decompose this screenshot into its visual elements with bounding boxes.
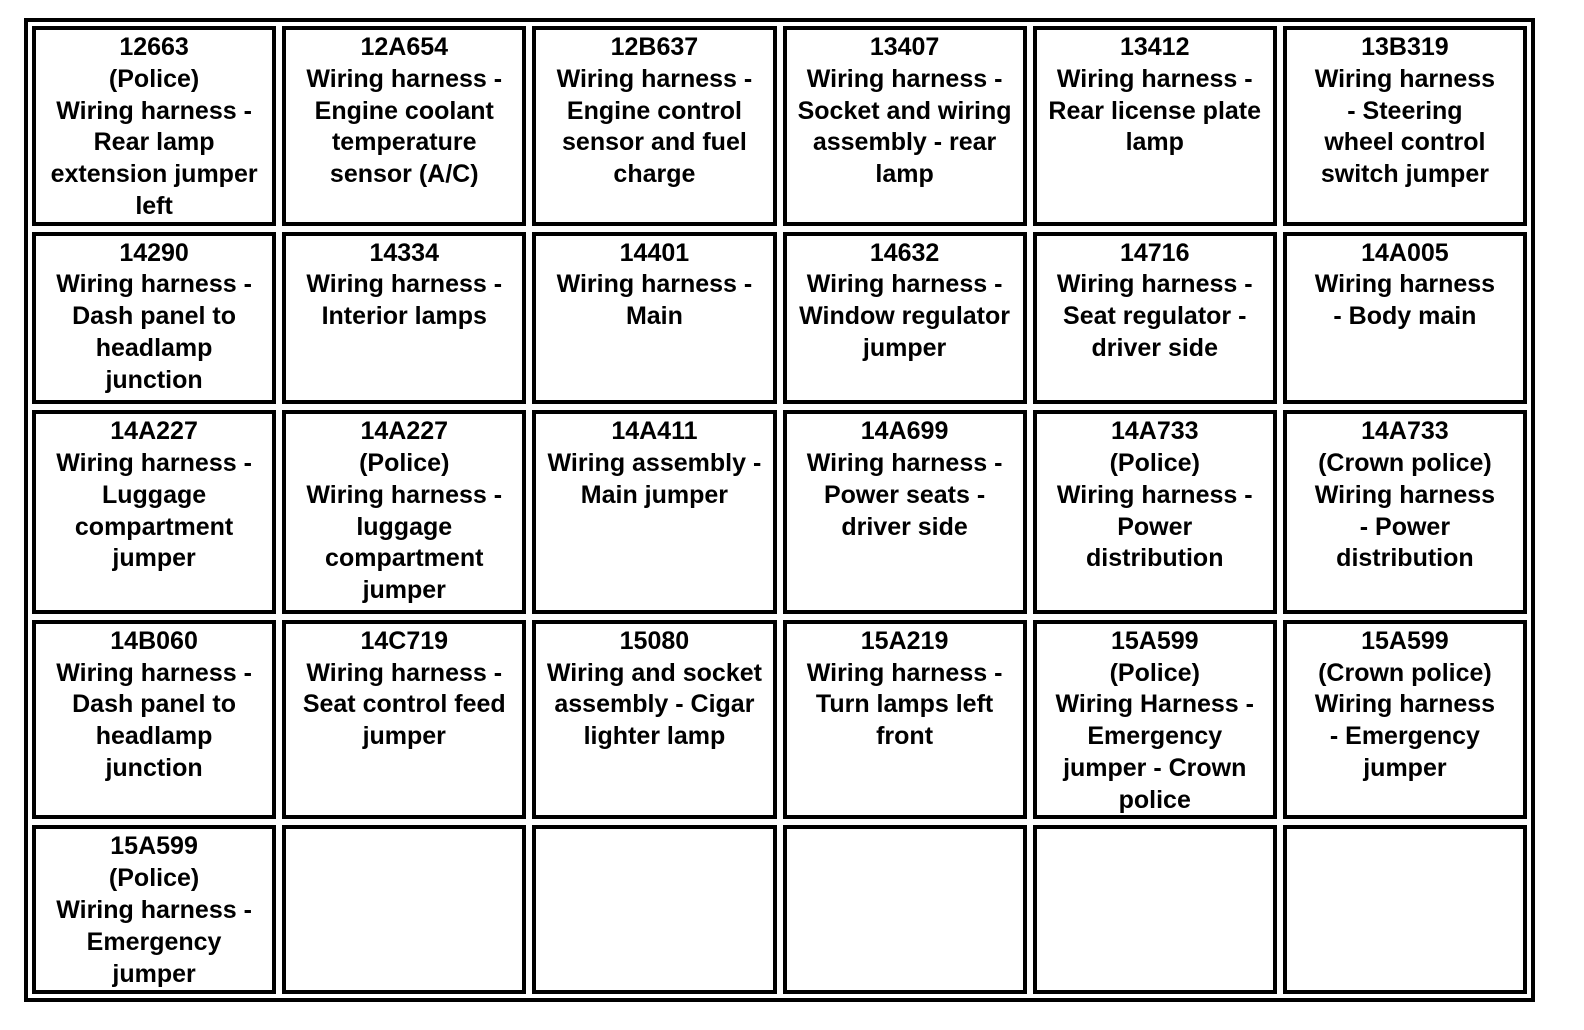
cell-text-line: Window regulator — [799, 302, 1011, 331]
table-cell — [532, 26, 776, 226]
table-cell — [1283, 620, 1527, 820]
empty-cell — [1033, 825, 1277, 994]
table-cell — [783, 410, 1027, 614]
part-number: 13412 — [1119, 33, 1190, 61]
table-cell — [783, 232, 1027, 405]
empty-cell — [282, 825, 526, 994]
cell-text-line: headlamp — [95, 722, 213, 751]
empty-cell — [783, 825, 1027, 994]
cell-text-line: Main jumper — [580, 480, 729, 509]
table-cell — [783, 620, 1027, 820]
table-cell — [282, 26, 526, 226]
table-cell — [1033, 232, 1277, 405]
cell-text-line: driver side — [1091, 333, 1218, 362]
cell-text-line: compartment — [74, 512, 234, 541]
cell-text-line: Wiring and socket — [546, 658, 762, 687]
cell-text-line: Main — [625, 302, 683, 331]
cell-text-line: Wiring harness - — [306, 480, 503, 509]
part-number: 14A227 — [110, 417, 198, 446]
component-grid — [32, 26, 1527, 994]
cell-text-line: police — [1118, 785, 1191, 814]
table-cell — [1033, 620, 1277, 820]
cell-text-line: Wiring harness - — [556, 64, 753, 93]
table-cell — [1033, 410, 1277, 614]
cell-text-line: headlamp — [95, 333, 213, 362]
part-number: 14A005 — [1361, 238, 1449, 267]
table-cell — [32, 232, 276, 405]
table-cell — [532, 620, 776, 820]
part-number: 14A733 — [1110, 417, 1199, 446]
cell-text-line: assembly - Cigar — [554, 690, 755, 719]
part-number: 12B637 — [610, 33, 699, 61]
cell-text-line: (Police) — [359, 449, 450, 477]
cell-text-line: Wiring harness - — [306, 64, 503, 93]
cell-text-line: Wiring harness - — [806, 270, 1003, 299]
cell-text-line: left — [135, 191, 173, 220]
cell-text-line: Power seats - — [823, 480, 986, 509]
cell-text-line: jumper — [862, 333, 947, 362]
cell-text-line: Engine coolant — [314, 96, 494, 125]
cell-text-line: Wiring harness - — [1056, 480, 1253, 509]
cell-text-line: lighter lamp — [583, 722, 726, 751]
cell-text-line: (Crown police) — [1318, 658, 1492, 687]
cell-text-line: Wiring harness - — [56, 658, 252, 687]
cell-text-line: lamp — [875, 160, 934, 189]
empty-cell — [1283, 825, 1527, 994]
cell-text-line: Socket and wiring — [797, 96, 1012, 125]
part-number: 14A227 — [360, 417, 449, 446]
part-number: 14716 — [1119, 238, 1190, 267]
cell-text-line: front — [876, 722, 934, 751]
cell-text-line: Seat control feed — [302, 690, 506, 719]
cell-text-line: distribution — [1336, 544, 1474, 573]
table-cell — [32, 26, 276, 226]
cell-text-line: jumper — [112, 959, 196, 988]
component-table — [24, 18, 1535, 1002]
table-cell — [32, 410, 276, 614]
part-number: 14B060 — [110, 626, 198, 655]
cell-text-line: Rear lamp — [93, 128, 215, 157]
part-number: 15080 — [619, 626, 690, 655]
cell-text-line: (Police) — [108, 64, 200, 93]
cell-text-line: - Power — [1359, 512, 1451, 541]
part-number: 14632 — [869, 238, 940, 267]
table-cell — [532, 232, 776, 405]
cell-text-line: Wiring harness - — [306, 270, 503, 299]
cell-text-line: (Police) — [1109, 658, 1200, 687]
cell-text-line: Engine control — [566, 96, 742, 125]
cell-text-line: Wiring assembly - — [547, 449, 762, 477]
part-number: 14C719 — [360, 626, 449, 655]
cell-text-line: jumper - Crown — [1063, 753, 1247, 782]
table-cell — [1283, 410, 1527, 614]
cell-text-line: (Police) — [108, 864, 200, 893]
cell-text-line: Rear license plate — [1048, 96, 1262, 125]
cell-text-line: jumper — [1363, 753, 1447, 782]
table-cell — [32, 825, 276, 994]
part-number: 14401 — [619, 238, 690, 267]
cell-text-line: Dash panel to — [72, 302, 237, 331]
cell-text-line: Wiring harness - — [56, 449, 252, 477]
cell-text-line: Emergency — [86, 927, 222, 956]
cell-text-line: Wiring harness — [1314, 690, 1496, 719]
cell-text-line: Turn lamps left — [815, 690, 994, 719]
part-number: 14334 — [369, 238, 439, 267]
part-number: 14A411 — [611, 417, 698, 446]
part-number: 14A699 — [860, 417, 949, 446]
cell-text-line: driver side — [841, 512, 968, 541]
cell-text-line: sensor and fuel — [562, 128, 747, 157]
cell-text-line: (Police) — [1109, 449, 1200, 477]
part-number: 12663 — [119, 33, 189, 61]
table-cell — [783, 26, 1027, 226]
cell-text-line: wheel control — [1324, 128, 1486, 157]
cell-text-line: Wiring harness — [1314, 270, 1496, 299]
table-cell — [1283, 26, 1527, 226]
cell-text-line: Wiring harness - — [306, 658, 503, 687]
cell-text-line: Wiring harness — [1314, 480, 1496, 509]
table-cell — [32, 620, 276, 820]
part-number: 15A599 — [1361, 626, 1449, 655]
cell-text-line: - Emergency — [1329, 722, 1480, 751]
cell-text-line: Wiring harness - — [1056, 270, 1253, 299]
table-cell — [1033, 26, 1277, 226]
cell-text-line: - Steering — [1347, 96, 1463, 125]
table-cell — [282, 620, 526, 820]
cell-text-line: charge — [613, 160, 696, 189]
part-number: 12A654 — [360, 33, 449, 61]
cell-text-line: jumper — [362, 576, 446, 605]
cell-text-line: Luggage — [101, 480, 207, 509]
cell-text-line: Wiring harness — [1314, 64, 1496, 93]
table-cell — [532, 410, 776, 614]
cell-text-line: Wiring Harness - — [1055, 690, 1254, 719]
part-number: 13B319 — [1361, 33, 1449, 61]
part-number: 15A599 — [110, 832, 198, 861]
cell-text-line: - Body main — [1333, 302, 1477, 331]
table-cell — [1283, 232, 1527, 405]
cell-text-line: Wiring harness - — [1056, 64, 1253, 93]
cell-text-line: compartment — [325, 544, 484, 573]
cell-text-line: extension jumper — [50, 160, 258, 189]
table-cell — [282, 232, 526, 405]
cell-text-line: Emergency — [1087, 722, 1223, 751]
cell-text-line: Wiring harness - — [806, 658, 1003, 687]
cell-text-line: Interior lamps — [321, 302, 487, 331]
cell-text-line: assembly - rear — [812, 128, 997, 157]
table-cell — [282, 410, 526, 614]
cell-text-line: jumper — [112, 544, 196, 573]
cell-text-line: Wiring harness - — [556, 270, 753, 299]
cell-text-line: Wiring harness - — [806, 449, 1003, 477]
cell-text-line: switch jumper — [1320, 160, 1489, 189]
cell-text-line: temperature — [331, 128, 477, 157]
part-number: 15A219 — [860, 626, 949, 655]
empty-cell — [532, 825, 776, 994]
cell-text-line: sensor (A/C) — [329, 160, 479, 189]
cell-text-line: junction — [105, 365, 203, 394]
cell-text-line: (Crown police) — [1318, 449, 1492, 477]
cell-text-line: Power — [1117, 512, 1193, 541]
cell-text-line: jumper — [362, 722, 446, 751]
part-number: 14A733 — [1361, 417, 1449, 446]
cell-text-line: luggage — [356, 512, 453, 541]
cell-text-line: Wiring harness - — [56, 96, 252, 125]
cell-text-line: lamp — [1125, 128, 1184, 157]
cell-text-line: Wiring harness - — [56, 270, 252, 299]
part-number: 15A599 — [1110, 626, 1199, 655]
cell-text-line: Wiring harness - — [56, 895, 252, 924]
cell-text-line: distribution — [1086, 544, 1224, 573]
cell-text-line: Wiring harness - — [806, 64, 1003, 93]
cell-text-line: junction — [105, 753, 203, 782]
cell-text-line: Seat regulator - — [1063, 302, 1247, 331]
part-number: 14290 — [119, 238, 189, 267]
part-number: 13407 — [869, 33, 940, 61]
cell-text-line: Dash panel to — [72, 690, 237, 719]
